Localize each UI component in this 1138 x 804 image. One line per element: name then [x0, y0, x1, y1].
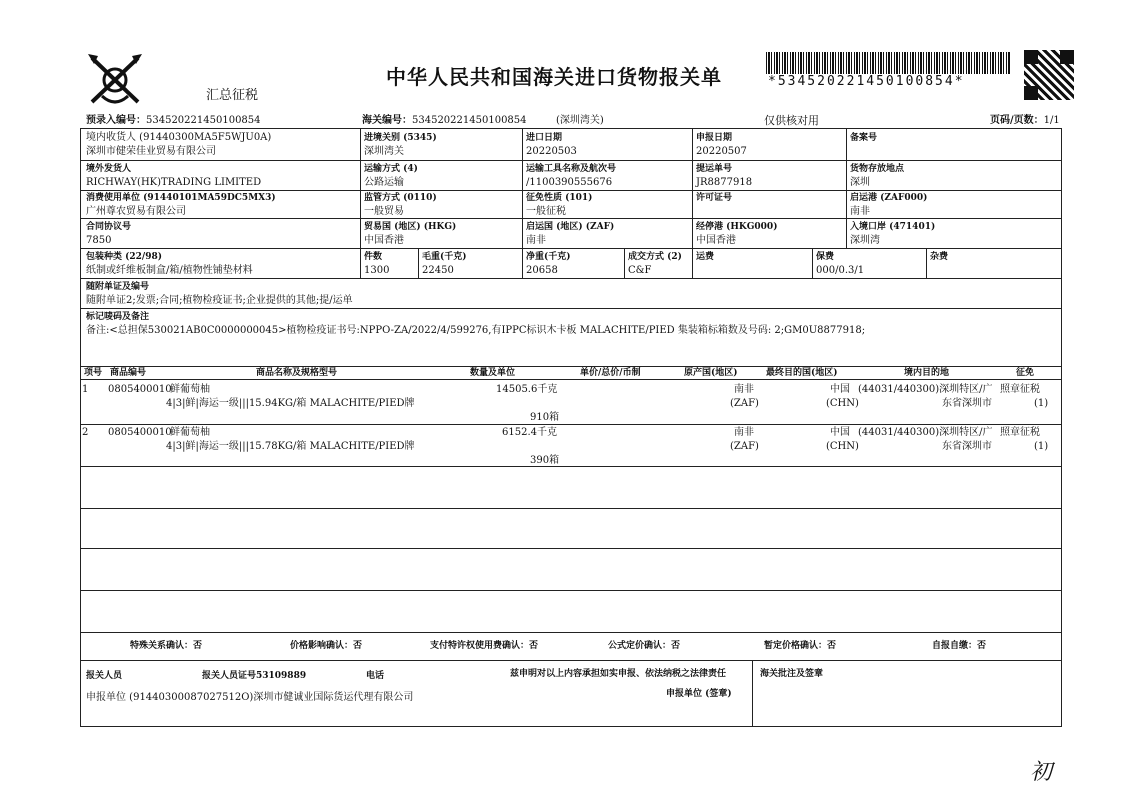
col-qty: 数量及单位 [470, 368, 516, 378]
col-no: 项号 [84, 368, 103, 378]
trade-country-label: 贸易国 (地区) (HKG) [364, 222, 457, 232]
item-origin: 南非 [734, 384, 754, 395]
gross-weight-label: 毛重(千克) [422, 252, 467, 262]
handwritten-mark: 初 [1030, 760, 1053, 785]
pieces-label: 件数 [364, 252, 383, 262]
provisional-price-confirm: 暂定价格确认：否 [764, 641, 837, 651]
declare-date-value: 20220507 [696, 146, 747, 157]
net-weight-value: 20658 [526, 265, 558, 276]
contract-value: 7850 [86, 235, 112, 246]
item-no: 1 [82, 384, 89, 395]
departure-port-value: 南非 [850, 206, 870, 217]
item-qty1: 6152.4千克 [502, 427, 557, 438]
col-price: 单价/总价/币制 [580, 368, 641, 378]
misc-label: 杂费 [930, 252, 949, 262]
declaring-unit: 申报单位 (91440300087027512O)深圳市健诚业国际货运代理有限公司 [86, 692, 414, 703]
transport-mode-label: 运输方式 (4) [364, 164, 418, 174]
item-domestic2: 东省深圳市 [942, 441, 992, 452]
user-label: 消费使用单位 (91440101MA59DC5MX3) [86, 193, 276, 203]
bill-value: JR8877918 [696, 177, 753, 188]
col-origin: 原产国(地区) [684, 368, 738, 378]
entry-office-value: 深圳湾关 [364, 146, 404, 157]
origin-country-label: 启运国 (地区) (ZAF) [526, 222, 615, 232]
item-qty1: 14505.6千克 [496, 384, 558, 395]
item-spec: 4|3|鲜|海运一级|||15.78KG/箱 MALACHITE/PIED牌 [166, 441, 415, 452]
item-name: 鲜葡萄柚 [170, 427, 210, 438]
col-name: 商品名称及规格型号 [256, 368, 338, 378]
terms-value: C&F [628, 265, 652, 276]
trade-country-value: 中国香港 [364, 235, 404, 246]
transit-port-value: 中国香港 [696, 235, 736, 246]
transport-mode-value: 公路运输 [364, 177, 404, 188]
qr-code-image [1024, 50, 1074, 100]
storage-value: 深圳 [850, 177, 870, 188]
item-spec: 4|3|鲜|海运一级|||15.94KG/箱 MALACHITE/PIED牌 [166, 398, 415, 409]
item-qty2: 390箱 [530, 455, 560, 466]
declaring-seal: 申报单位 (签章) [666, 689, 732, 699]
entry-port-value: 深圳湾 [850, 235, 880, 246]
pieces-value: 1300 [364, 265, 390, 276]
entry-port-label: 入境口岸 (471401) [850, 222, 936, 232]
gross-weight-value: 22450 [422, 265, 454, 276]
vehicle-label: 运输工具名称及航次号 [526, 164, 617, 174]
item-no: 2 [82, 427, 89, 438]
self-report-confirm: 自报自缴：否 [932, 641, 987, 651]
item-levy: 照章征税 [1000, 384, 1040, 395]
item-code: 0805400010 [108, 384, 172, 395]
insurance-value: 000/0.3/1 [816, 265, 865, 276]
customs-emblem-icon [84, 52, 146, 108]
levy-nature-label: 征免性质 (101) [526, 193, 593, 203]
pack-value: 纸制或纤维板制盒/箱/植物性铺垫材料 [86, 265, 253, 276]
special-relation-confirm: 特殊关系确认：否 [130, 641, 203, 651]
insurance-label: 保费 [816, 252, 835, 262]
user-value: 广州尊农贸易有限公司 [86, 206, 186, 217]
reference-note: 仅供核对用 [764, 114, 819, 127]
formula-price-confirm: 公式定价确认：否 [608, 641, 681, 651]
vehicle-value: /1100390555676 [526, 177, 613, 188]
barcode-text: *534520221450100854* [768, 74, 965, 89]
item-domestic: (44031/440300)深圳特区/广 [858, 384, 993, 395]
customs-office: (深圳湾关) [556, 115, 604, 126]
col-code: 商品编号 [110, 368, 147, 378]
declare-date-label: 申报日期 [696, 133, 733, 143]
item-domestic: (44031/440300)深圳特区/广 [858, 427, 993, 438]
license-label: 许可证号 [696, 193, 733, 203]
item-origin: 南非 [734, 427, 754, 438]
item-levy-code: (1) [1034, 441, 1049, 452]
page-count: 页码/页数：1/1 [990, 115, 1060, 126]
departure-port-label: 启运港 (ZAF000) [850, 193, 928, 203]
terms-label: 成交方式 (2) [628, 252, 682, 262]
col-domestic: 境内目的地 [904, 368, 950, 378]
summary-tax-label: 汇总征税 [206, 88, 259, 103]
docs-label: 随附单证及编号 [86, 282, 150, 292]
transit-port-label: 经停港 (HKG000) [696, 222, 778, 232]
item-dest-code: (CHN) [826, 441, 859, 452]
origin-country-value: 南非 [526, 235, 546, 246]
item-code: 0805400010 [108, 427, 172, 438]
docs-value: 随附单证2;发票;合同;植物检疫证书;企业提供的其他;提/运单 [86, 295, 353, 306]
marks-label: 标记唛码及备注 [86, 312, 150, 322]
item-domestic2: 东省深圳市 [942, 398, 992, 409]
supervision-label: 监管方式 (0110) [364, 193, 437, 203]
barcode-image [766, 52, 1010, 74]
declarant-label: 报关人员 [86, 671, 123, 681]
freight-label: 运费 [696, 252, 715, 262]
item-name: 鲜葡萄柚 [170, 384, 210, 395]
shipper-value: RICHWAY(HK)TRADING LIMITED [86, 177, 262, 188]
royalty-confirm: 支付特许权使用费确认：否 [430, 641, 539, 651]
net-weight-label: 净重(千克) [526, 252, 571, 262]
declarant-cert: 报关人员证号53109889 [202, 671, 307, 681]
consignee-label: 境内收货人 (91440300MA5F5WJU0A) [86, 132, 272, 143]
import-date-value: 20220503 [526, 146, 577, 157]
contract-label: 合同协议号 [86, 222, 132, 232]
customs-no: 海关编号：534520221450100854 [362, 115, 527, 126]
col-levy: 征免 [1016, 368, 1035, 378]
item-dest: 中国 [830, 384, 850, 395]
item-origin-code: (ZAF) [730, 441, 759, 452]
item-origin-code: (ZAF) [730, 398, 759, 409]
consignee-value: 深圳市健荣佳业贸易有限公司 [86, 146, 216, 157]
record-no-label: 备案号 [850, 133, 878, 143]
marks-value: 备注:<总担保530021AB0C0000000045>植物检疫证书号:NPPO-ZA/2022/4/599276,有IPPC标识木卡板 MALACHITE/PIED 集装箱标箱数及号码: 2;GM0U8877918; [86, 325, 866, 336]
item-levy: 照章征税 [1000, 427, 1040, 438]
item-dest: 中国 [830, 427, 850, 438]
pre-entry-label: 预录入编号：534520221450100854 [86, 115, 261, 126]
item-levy-code: (1) [1034, 398, 1049, 409]
supervision-value: 一般贸易 [364, 206, 404, 217]
customs-approval: 海关批注及签章 [760, 669, 824, 679]
storage-label: 货物存放地点 [850, 164, 905, 174]
phone-label: 电话 [366, 671, 385, 681]
item-dest-code: (CHN) [826, 398, 859, 409]
shipper-label: 境外发货人 [86, 164, 132, 174]
legal-statement: 兹申明对以上内容承担如实申报、依法纳税之法律责任 [510, 669, 727, 679]
price-impact-confirm: 价格影响确认：否 [290, 641, 363, 651]
entry-office-label: 进境关别 (5345) [364, 133, 437, 143]
levy-nature-value: 一般征税 [526, 206, 566, 217]
pack-label: 包装种类 (22/98) [86, 252, 162, 262]
page-title: 中华人民共和国海关进口货物报关单 [386, 65, 722, 89]
import-date-label: 进口日期 [526, 133, 563, 143]
item-qty2: 910箱 [530, 412, 560, 423]
col-dest: 最终目的国(地区) [766, 368, 838, 378]
bill-label: 提运单号 [696, 164, 733, 174]
